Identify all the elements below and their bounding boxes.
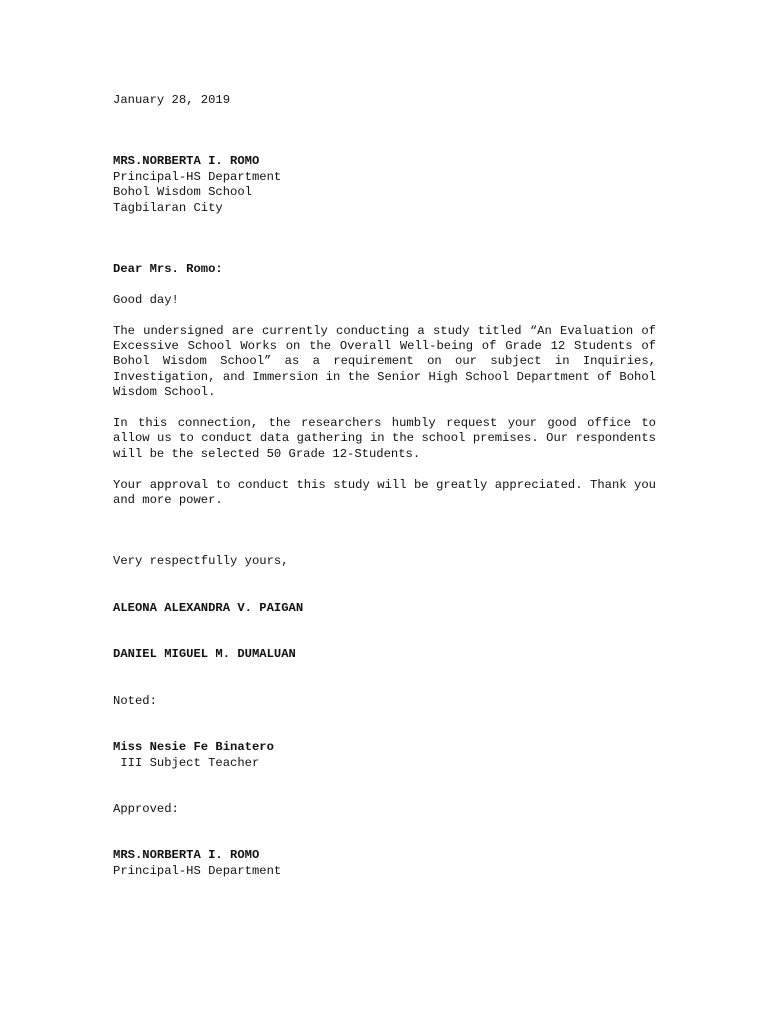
noted-label: Noted: <box>113 693 157 708</box>
paragraph-intro: The undersigned are currently conducting a study titled “An Evaluation of Excessive School Works on the Overall Well-being of Grade 12 Students of Bohol Wisdom School” as a requirement on our subject in Inquiries, Investigation, and Immersion in the Senior High School Department of Bohol Wisdom School. <box>113 323 656 400</box>
salutation: Dear Mrs. Romo: <box>113 262 223 277</box>
paragraph-thanks: Your approval to conduct this study will be greatly appreciated. Thank you and more power. <box>113 477 656 508</box>
signatory-1: ALEONA ALEXANDRA V. PAIGAN <box>113 600 304 615</box>
noted-name: Miss Nesie Fe Binatero <box>113 740 274 755</box>
letter-body <box>113 93 656 879</box>
paragraph-request: In this connection, the researchers humbly request your good office to allow us to conduct data gathering in the school premises. Our respondents will be the selected 50 Grade 12-Students. <box>113 416 656 461</box>
recipient-position: Principal-HS Department <box>113 169 282 184</box>
recipient-school: Bohol Wisdom School <box>113 185 252 200</box>
approved-name: MRS.NORBERTA I. ROMO <box>113 848 260 863</box>
closing: Very respectfully yours, <box>113 554 289 569</box>
greeting: Good day! <box>113 292 179 307</box>
recipient-name: MRS.NORBERTA I. ROMO <box>113 154 260 169</box>
approved-title: Principal-HS Department <box>113 863 282 878</box>
approved-label: Approved: <box>113 801 179 816</box>
recipient-block <box>113 154 656 216</box>
letter-date: January 28, 2019 <box>113 93 231 107</box>
recipient-city: Tagbilaran City <box>113 200 223 215</box>
signatory-2: DANIEL MIGUEL M. DUMALUAN <box>113 647 296 662</box>
noted-title: III Subject Teacher <box>113 755 260 770</box>
